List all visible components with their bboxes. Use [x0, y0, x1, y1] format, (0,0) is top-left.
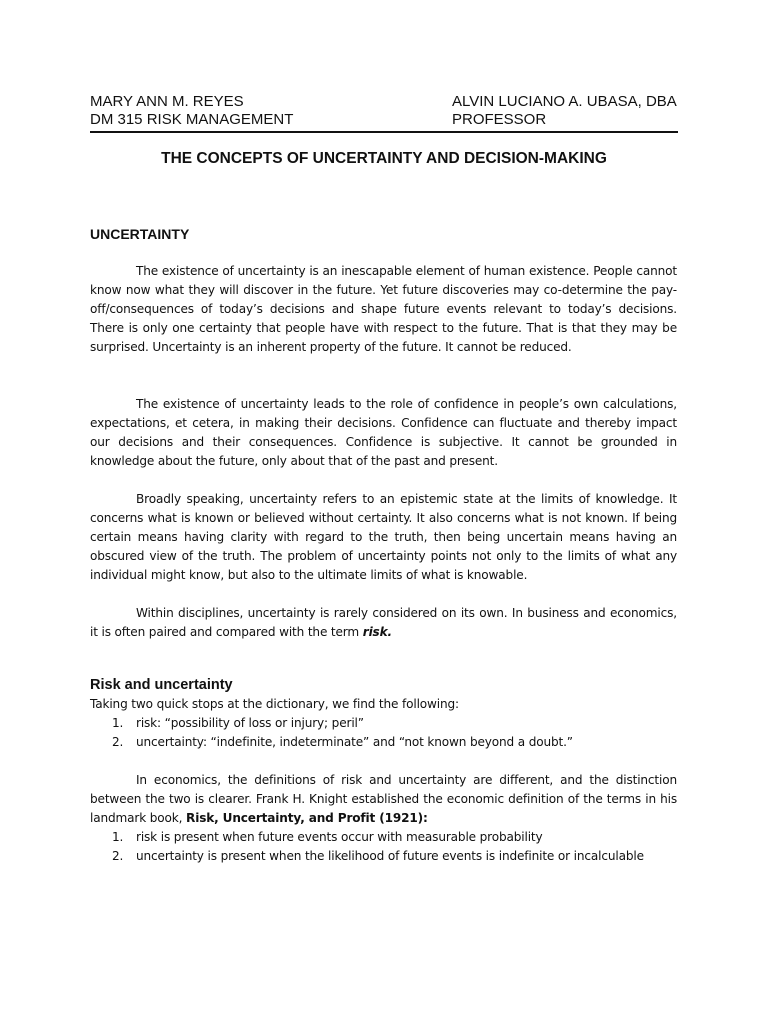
professor-info — [452, 93, 677, 129]
student-name: MARY ANN M. REYES — [90, 93, 244, 110]
list-item-text: uncertainty: “indefinite, indeterminate” and “not known beyond a doubt.” — [136, 735, 573, 749]
list-item-number: 1. — [112, 830, 124, 844]
risk-emphasis: risk. — [362, 625, 392, 639]
list-item-number: 2. — [112, 849, 124, 863]
risk-and-uncertainty-heading: Risk and uncertainty — [90, 677, 233, 693]
paragraph-4-text: Within disciplines, uncertainty is rarely considered on its own. In business and economics, it is often paired and compared with the term — [90, 606, 677, 639]
list-item — [90, 733, 680, 752]
document-header — [90, 93, 678, 133]
list-item — [90, 828, 680, 847]
book-title: Risk, Uncertainty, and Profit — [186, 811, 376, 825]
book-year: (1921): — [375, 811, 428, 825]
paragraph-2: The existence of uncertainty leads to the role of confidence in people’s own calculations, expectations, et cetera, in making their decisions. Confidence can fluctuate and thereby impact our decisions and their consequences. Confidence is subjective. It cannot be grounded in knowledge about the future, only about that of the past and present. — [90, 397, 677, 468]
paragraph-5 — [90, 771, 677, 828]
paragraph-5-text: In economics, the definitions of risk and uncertainty are different, and the distinction between the two is clearer. Frank H. Knight established the economic definition of the terms in his landmark book, — [90, 773, 677, 825]
paragraph-4 — [90, 604, 677, 642]
list-item-text: risk: “possibility of loss or injury; peril” — [136, 716, 364, 730]
list-item-text: risk is present when future events occur with measurable probability — [136, 830, 543, 844]
dictionary-list — [90, 714, 680, 752]
paragraph-1: The existence of uncertainty is an inescapable element of human existence. People cannot know now what they will discover in the future. Yet future discoveries may co-determine the pay-off/consequences of today’s decisions and shape future events relevant to today’s decisions. There is only one certainty that people have with respect to the future. That is that they may be surprised. Uncertainty is an inherent property of the future. It cannot be reduced. — [90, 264, 677, 354]
uncertainty-heading: UNCERTAINTY — [90, 226, 190, 242]
dictionary-intro: Taking two quick stops at the dictionary, we find the following: — [90, 697, 459, 711]
knight-definitions-list — [90, 828, 680, 866]
professor-title: PROFESSOR — [452, 111, 547, 128]
course-name: DM 315 RISK MANAGEMENT — [90, 111, 294, 128]
list-item — [90, 714, 680, 733]
document-title: THE CONCEPTS OF UNCERTAINTY AND DECISION-MAKING — [161, 150, 607, 167]
list-item-text: uncertainty is present when the likelihood of future events is indefinite or incalculable — [136, 849, 644, 863]
list-item-number: 1. — [112, 716, 124, 730]
professor-name: ALVIN LUCIANO A. UBASA, DBA — [452, 93, 677, 110]
list-item-number: 2. — [112, 735, 124, 749]
student-info — [90, 93, 293, 129]
paragraph-3: Broadly speaking, uncertainty refers to an epistemic state at the limits of knowledge. It concerns what is known or believed without certainty. It also concerns what is not known. If being certain means having clarity with regard to the truth, then being uncertain means having an obscured view of the truth. The problem of uncertainty points not only to the limits of what any individual might know, but also to the ultimate limits of what is knowable. — [90, 492, 677, 582]
list-item — [90, 847, 680, 866]
